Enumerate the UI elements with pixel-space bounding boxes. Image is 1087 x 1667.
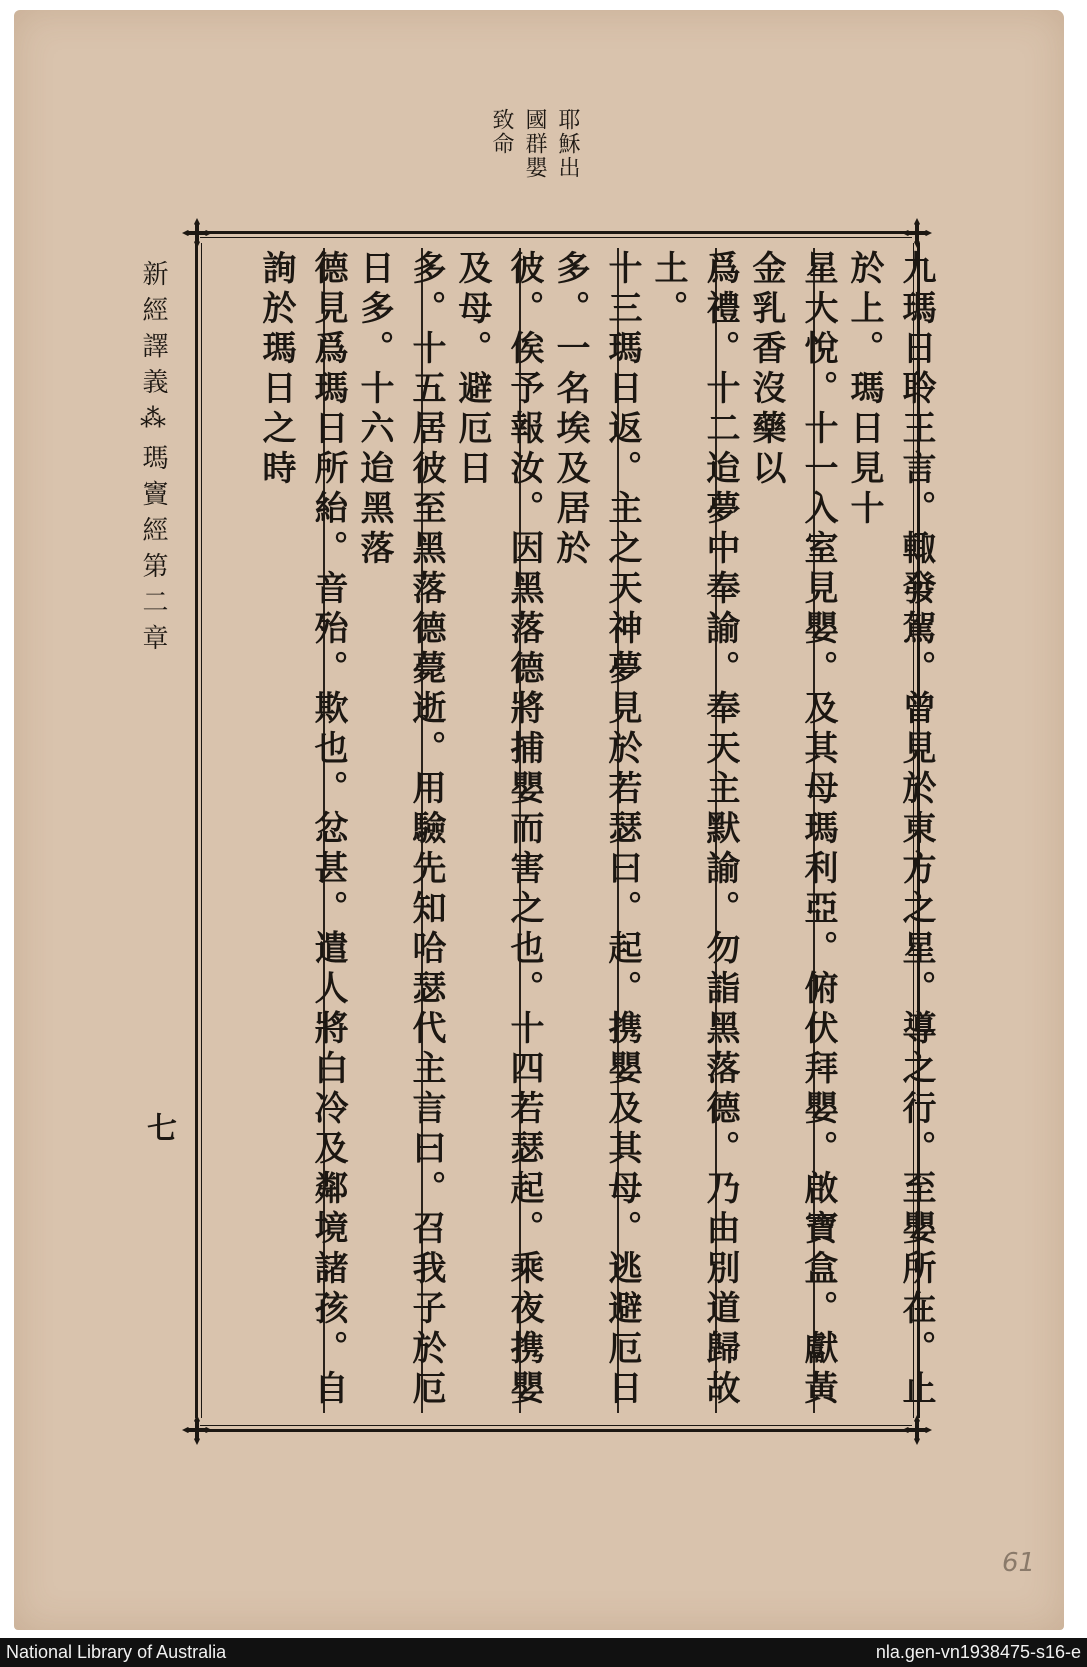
footer-identifier: nla.gen-vn1938475-s16-e xyxy=(875,1642,1081,1662)
text-column-5: 彼。俟予報汝。因黑落德將捕嬰而害之也。十四若瑟起。乘夜携嬰及母。避厄日 xyxy=(452,250,544,1410)
margin-note-line-1: 耶穌出 xyxy=(555,108,580,180)
footer-bar xyxy=(0,1638,1087,1667)
ornament-bottom-right-icon xyxy=(900,1413,934,1447)
running-title: 新經譯義⁂瑪竇經第二章 xyxy=(138,260,168,660)
page-number: 七 xyxy=(141,1112,176,1142)
ornament-bottom-left-icon xyxy=(180,1413,214,1447)
text-column-6: 多。十五居彼至黑落德薨逝。用驗先知哈瑟代主言曰。召我子於厄日多。十六迨黑落 xyxy=(354,250,446,1410)
text-column-3: 爲禮。十二迨夢中奉諭。奉天主默諭。勿詣黑落德。乃由別道歸故土。 xyxy=(648,250,740,1410)
text-column-7: 德見爲瑪日所紿。音殆。欺也。忿甚。遣人將白冷及鄰境諸孩。自詢於瑪日之時 xyxy=(256,250,348,1410)
ornament-top-right-icon xyxy=(900,216,934,250)
ornament-top-left-icon xyxy=(180,216,214,250)
text-column-4: 十三瑪日返。主之天神夢見於若瑟曰。起。携嬰及其母。逃避厄日多。一名埃及居於 xyxy=(550,250,642,1410)
margin-note-line-3: 致命 xyxy=(489,108,514,156)
footer-library-name: National Library of Australia xyxy=(6,1642,227,1662)
text-column-1: 九瑪日聆王言。輙發駕。曾見於東方之星。導之行。至嬰所在。止於上。瑪日見十 xyxy=(844,250,936,1410)
margin-note-line-2: 國群嬰 xyxy=(522,108,547,180)
pencil-mark: 61 xyxy=(1002,1548,1036,1578)
text-column-2: 星大悅。十一入室見嬰。及其母瑪利亞。俯伏拜嬰。啟寶盒。獻黃金乳香沒藥以 xyxy=(746,250,838,1410)
